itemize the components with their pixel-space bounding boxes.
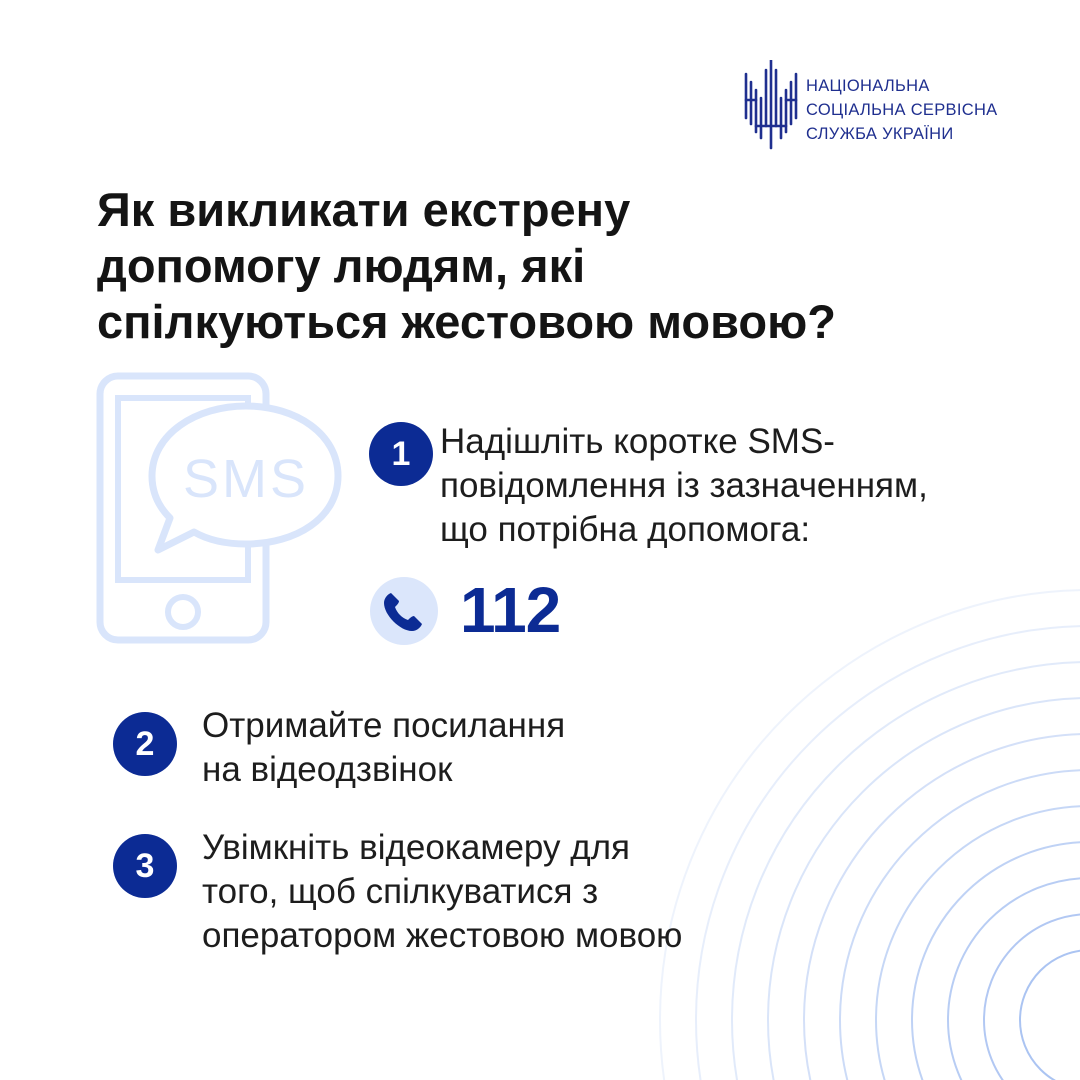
step-2-number-badge: 2 bbox=[113, 712, 177, 776]
page-title bbox=[97, 182, 997, 350]
step-1-line-1: Надішліть коротке SMS- bbox=[440, 422, 835, 461]
step-3-text bbox=[202, 826, 682, 958]
title-line-1: Як викликати екстрену bbox=[97, 183, 631, 236]
step-1-line-2: повідомлення із зазначенням, bbox=[440, 466, 928, 505]
step-3-line-1: Увімкніть відеокамеру для bbox=[202, 828, 630, 867]
emergency-number: 112 bbox=[460, 574, 561, 646]
nssu-logo bbox=[742, 60, 1042, 152]
nssu-emblem-icon bbox=[742, 60, 802, 152]
title-line-2: допомогу людям, які bbox=[97, 239, 586, 292]
step-1-line-3: що потрібна допомога: bbox=[440, 510, 811, 549]
logo-line-3: СЛУЖБА УКРАЇНИ bbox=[806, 125, 954, 143]
step-3-line-2: того, щоб спілкуватися з bbox=[202, 872, 599, 911]
logo-wordmark bbox=[806, 74, 997, 146]
sms-bubble-text: SMS bbox=[182, 449, 310, 509]
step-1-number-badge: 1 bbox=[369, 422, 433, 486]
ring bbox=[732, 662, 1080, 1080]
ring bbox=[804, 734, 1080, 1080]
step-3-line-3: оператором жестовою мовою bbox=[202, 916, 683, 955]
step-2-text bbox=[202, 704, 565, 792]
step-2-line-1: Отримайте посилання bbox=[202, 706, 566, 745]
ring bbox=[984, 914, 1080, 1080]
smartphone-sms-icon bbox=[96, 372, 346, 648]
step-3-number-badge: 3 bbox=[113, 834, 177, 898]
ring bbox=[948, 878, 1080, 1080]
phone-handset-icon bbox=[370, 577, 438, 645]
ring bbox=[696, 626, 1080, 1080]
title-line-3: спілкуються жестовою мовою? bbox=[97, 295, 836, 348]
ring bbox=[912, 842, 1080, 1080]
ring bbox=[660, 590, 1080, 1080]
ring bbox=[1020, 950, 1080, 1080]
step-2-line-2: на відеодзвінок bbox=[202, 750, 453, 789]
logo-line-2: СОЦІАЛЬНА СЕРВІСНА bbox=[806, 101, 998, 119]
logo-line-1: НАЦІОНАЛЬНА bbox=[806, 77, 930, 95]
step-1-text bbox=[440, 420, 928, 552]
